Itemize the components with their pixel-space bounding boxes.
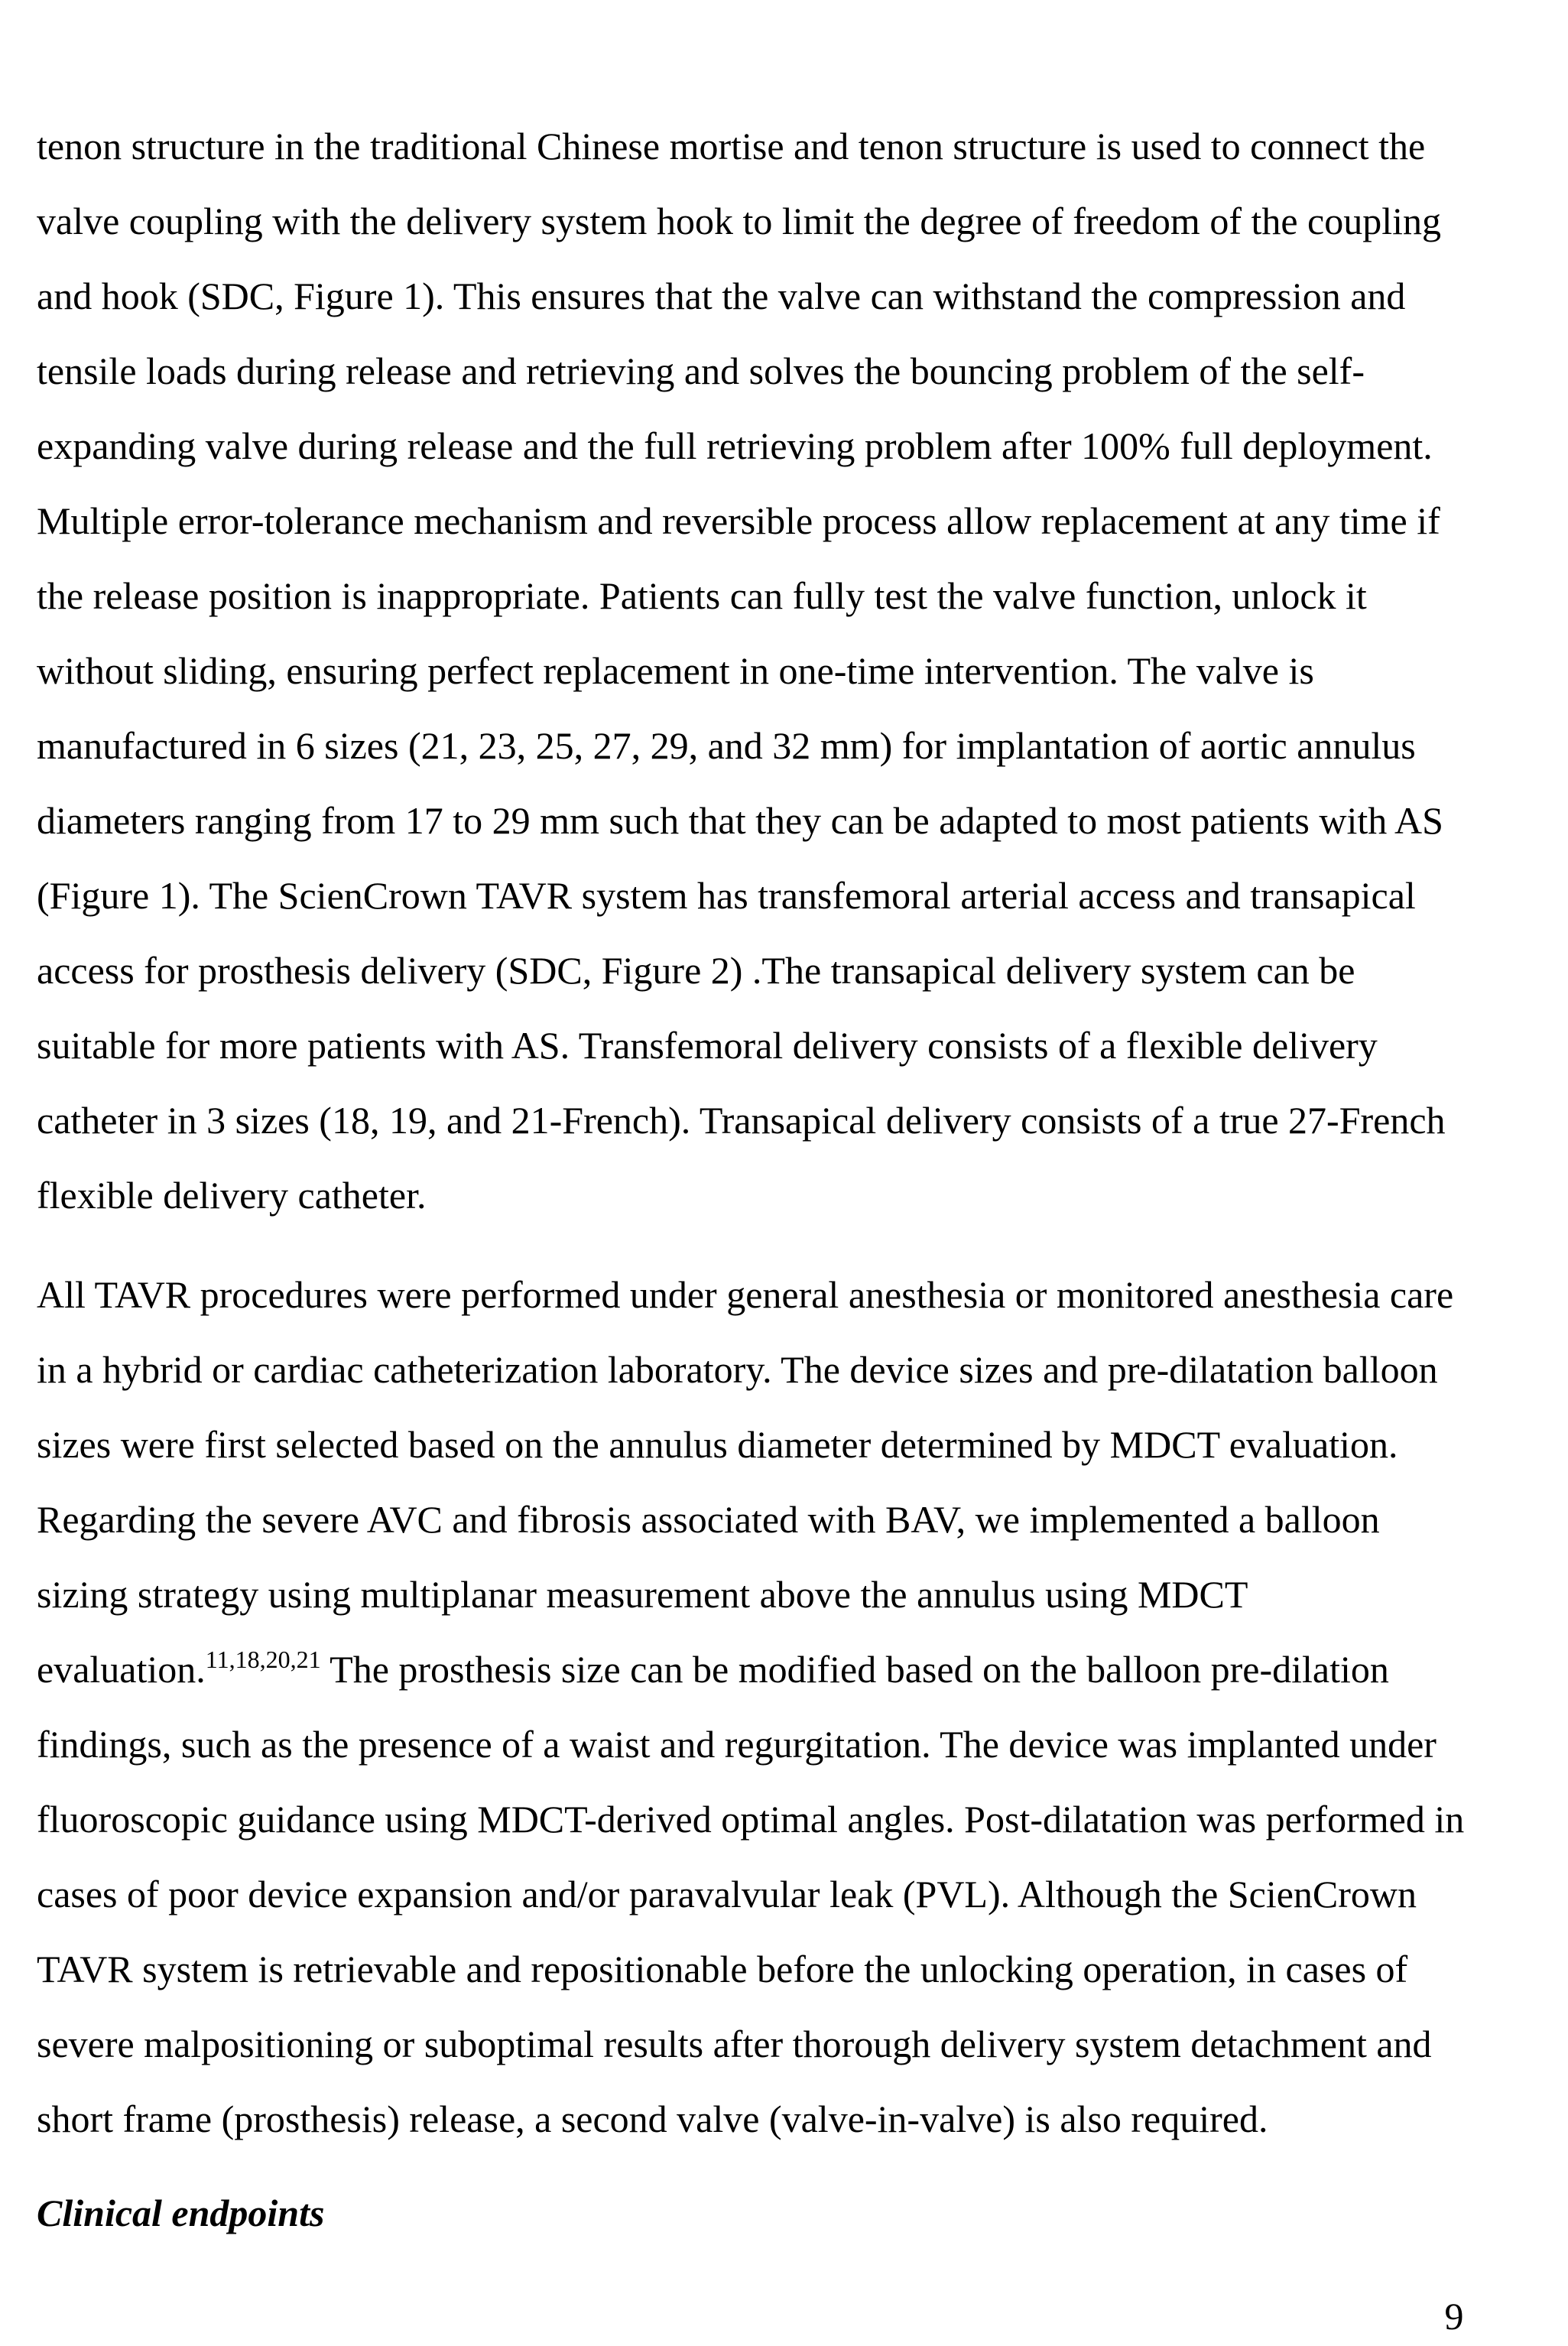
text-line: tensile loads during release and retrieving and solves the bouncing problem of the self- xyxy=(37,349,1365,392)
page-number: 9 xyxy=(1444,2295,1464,2338)
text-line: the release position is inappropriate. Patients can fully test the valve function, unlock it xyxy=(37,574,1367,617)
text-line: severe malpositioning or suboptimal results after thorough delivery system detachment and xyxy=(37,2023,1432,2065)
text-line: and hook (SDC, Figure 1). This ensures that the valve can withstand the compression and xyxy=(37,275,1406,317)
text-line: All TAVR procedures were performed under general anesthesia or monitored anesthesia care xyxy=(37,1273,1454,1316)
text-line: (Figure 1). The ScienCrown TAVR system has transfemoral arterial access and transapical xyxy=(37,874,1416,917)
text-segment: The prosthesis size can be modified based on the balloon pre-dilation xyxy=(320,1648,1389,1691)
text-line: sizes were first selected based on the annulus diameter determined by MDCT evaluation. xyxy=(37,1423,1398,1466)
text-line: catheter in 3 sizes (18, 19, and 21-French). Transapical delivery consists of a true 27-French xyxy=(37,1099,1446,1142)
text-line: tenon structure in the traditional Chinese mortise and tenon structure is used to connect the xyxy=(37,125,1426,167)
text-line: in a hybrid or cardiac catheterization laboratory. The device sizes and pre-dilatation balloon xyxy=(37,1348,1438,1391)
text-line: fluoroscopic guidance using MDCT-derived optimal angles. Post-dilatation was performed in xyxy=(37,1798,1465,1841)
text-line: expanding valve during release and the full retrieving problem after 100% full deployment. xyxy=(37,424,1433,467)
text-line: Regarding the severe AVC and fibrosis associated with BAV, we implemented a balloon xyxy=(37,1498,1380,1541)
text-line: flexible delivery catheter. xyxy=(37,1174,427,1217)
paragraph-device-description xyxy=(37,109,1535,1233)
text-line: Multiple error-tolerance mechanism and reversible process allow replacement at any time if xyxy=(37,499,1440,542)
page-body-text xyxy=(37,109,1535,2250)
section-heading-clinical-endpoints: Clinical endpoints xyxy=(37,2192,325,2234)
text-line: suitable for more patients with AS. Transfemoral delivery consists of a flexible delivery xyxy=(37,1024,1378,1067)
text-line: diameters ranging from 17 to 29 mm such that they can be adapted to most patients with AS xyxy=(37,799,1443,842)
text-line: manufactured in 6 sizes (21, 23, 25, 27, 29, and 32 mm) for implantation of aortic annulus xyxy=(37,724,1416,767)
text-line: cases of poor device expansion and/or paravalvular leak (PVL). Although the ScienCrown xyxy=(37,1873,1417,1915)
paragraph-procedure-description xyxy=(37,1257,1535,2156)
text-line: without sliding, ensuring perfect replacement in one-time intervention. The valve is xyxy=(37,649,1314,692)
text-line: findings, such as the presence of a waist and regurgitation. The device was implanted under xyxy=(37,1723,1437,1766)
text-line: TAVR system is retrievable and repositionable before the unlocking operation, in cases of xyxy=(37,1948,1408,1990)
text-segment: evaluation. xyxy=(37,1648,206,1691)
citation-reference-superscript: 11,18,20,21 xyxy=(205,1646,321,1674)
text-line: sizing strategy using multiplanar measurement above the annulus using MDCT xyxy=(37,1573,1248,1616)
text-line: valve coupling with the delivery system hook to limit the degree of freedom of the coupling xyxy=(37,200,1442,242)
text-line-with-citation xyxy=(37,1632,1535,1707)
text-line: access for prosthesis delivery (SDC, Figure 2) .The transapical delivery system can be xyxy=(37,949,1355,992)
text-line: short frame (prosthesis) release, a second valve (valve-in-valve) is also required. xyxy=(37,2097,1268,2140)
